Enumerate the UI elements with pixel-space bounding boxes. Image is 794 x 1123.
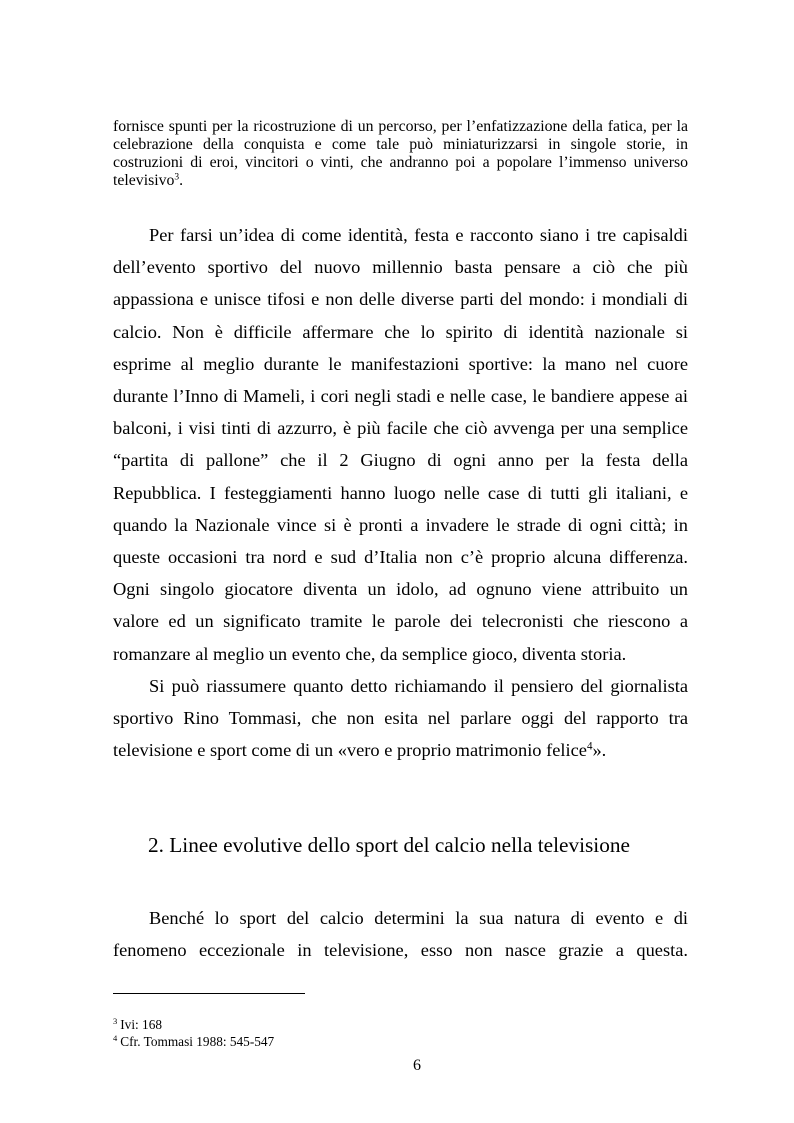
quote-text: televisivo xyxy=(113,172,175,189)
body-text-line: Per farsi un’idea di come identità, festa e racconto siano i tre capisaldi xyxy=(149,224,688,245)
footnote xyxy=(113,1017,688,1034)
body-text-line: calcio. Non è difficile affermare che lo spirito di identità nazionale si xyxy=(113,321,688,342)
footnote-ref: 3 xyxy=(174,172,180,183)
body-text-line: dell’evento sportivo del nuovo millennio basta pensare a ciò che più xyxy=(113,257,688,278)
footnotes xyxy=(113,1017,688,1051)
footnote-mark: 3 xyxy=(113,1016,118,1026)
body-text-line: Repubblica. I festeggiamenti hanno luogo nelle case di tutti gli italiani, e xyxy=(113,482,688,503)
page-number: 6 xyxy=(413,1057,421,1074)
body-text-line: balconi, i visi tinti di azzurro, è più facile che ciò avvenga per una semplice xyxy=(113,418,688,439)
body-text-line: Ogni singolo giocatore diventa un idolo, ad ognuno viene attribuito un xyxy=(113,579,688,600)
body-text: ». xyxy=(592,740,607,761)
body-text-line: queste occasioni tra nord e sud d’Italia non c’è proprio alcuna differenza. xyxy=(113,546,688,567)
block-quote xyxy=(113,118,688,190)
footnote-text: Ivi: 168 xyxy=(120,1017,162,1032)
body-text-line: Si può riassumere quanto detto richiamando il pensiero del giornalista xyxy=(149,675,688,696)
body-text: televisione e sport come di un «vero e proprio matrimonio felice xyxy=(113,740,587,761)
body-text-line: “partita di pallone” che il 2 Giugno di ogni anno per la festa della xyxy=(113,450,688,471)
body-text-line: romanzare al meglio un evento che, da semplice gioco, diventa storia. xyxy=(113,643,627,664)
footnote-mark: 4 xyxy=(113,1033,118,1043)
footnote-ref: 4 xyxy=(586,740,593,753)
body-paragraph xyxy=(113,902,688,966)
block-quote-line: fornisce spunti per la ricostruzione di un percorso, per l’enfatizzazione della fatica, per la xyxy=(113,118,688,135)
footnote xyxy=(113,1034,688,1051)
body-text-line: appassiona e unisce tifosi e non delle diverse parti del mondo: i mondiali di xyxy=(113,289,688,310)
body-text-line: Benché lo sport del calcio determini la sua natura di evento e di xyxy=(149,907,688,928)
block-quote-line: celebrazione della conquista e come tale può miniaturizzarsi in singole storie, in xyxy=(113,136,688,153)
quote-text: . xyxy=(179,172,184,189)
section-heading: 2. Linee evolutive dello sport del calcio nella televisione xyxy=(148,833,630,857)
body-text-line xyxy=(113,734,688,766)
body-paragraph xyxy=(113,670,688,767)
footnote-separator xyxy=(113,993,305,994)
footnote-text: Cfr. Tommasi 1988: 545-547 xyxy=(120,1034,275,1049)
body-text-line: esprime al meglio durante le manifestazioni sportive: la mano nel cuore xyxy=(113,353,688,374)
block-quote-line xyxy=(113,172,688,190)
body-text-line: durante l’Inno di Mameli, i cori negli stadi e nelle case, le bandiere appese ai xyxy=(113,385,688,406)
body-text-line: sportivo Rino Tommasi, che non esita nel parlare oggi del rapporto tra xyxy=(113,707,688,728)
body-paragraph xyxy=(113,219,688,670)
body-text-line: quando la Nazionale vince si è pronti a invadere le strade di ogni città; in xyxy=(113,514,688,535)
block-quote-line: costruzioni di eroi, vincitori o vinti, che andranno poi a popolare l’immenso universo xyxy=(113,154,688,171)
body-text xyxy=(113,219,688,766)
body-text-line: fenomeno eccezionale in televisione, esso non nasce grazie a questa. xyxy=(113,940,688,961)
body-text-line: valore ed un significato tramite le parole dei telecronisti che riescono a xyxy=(113,611,688,632)
